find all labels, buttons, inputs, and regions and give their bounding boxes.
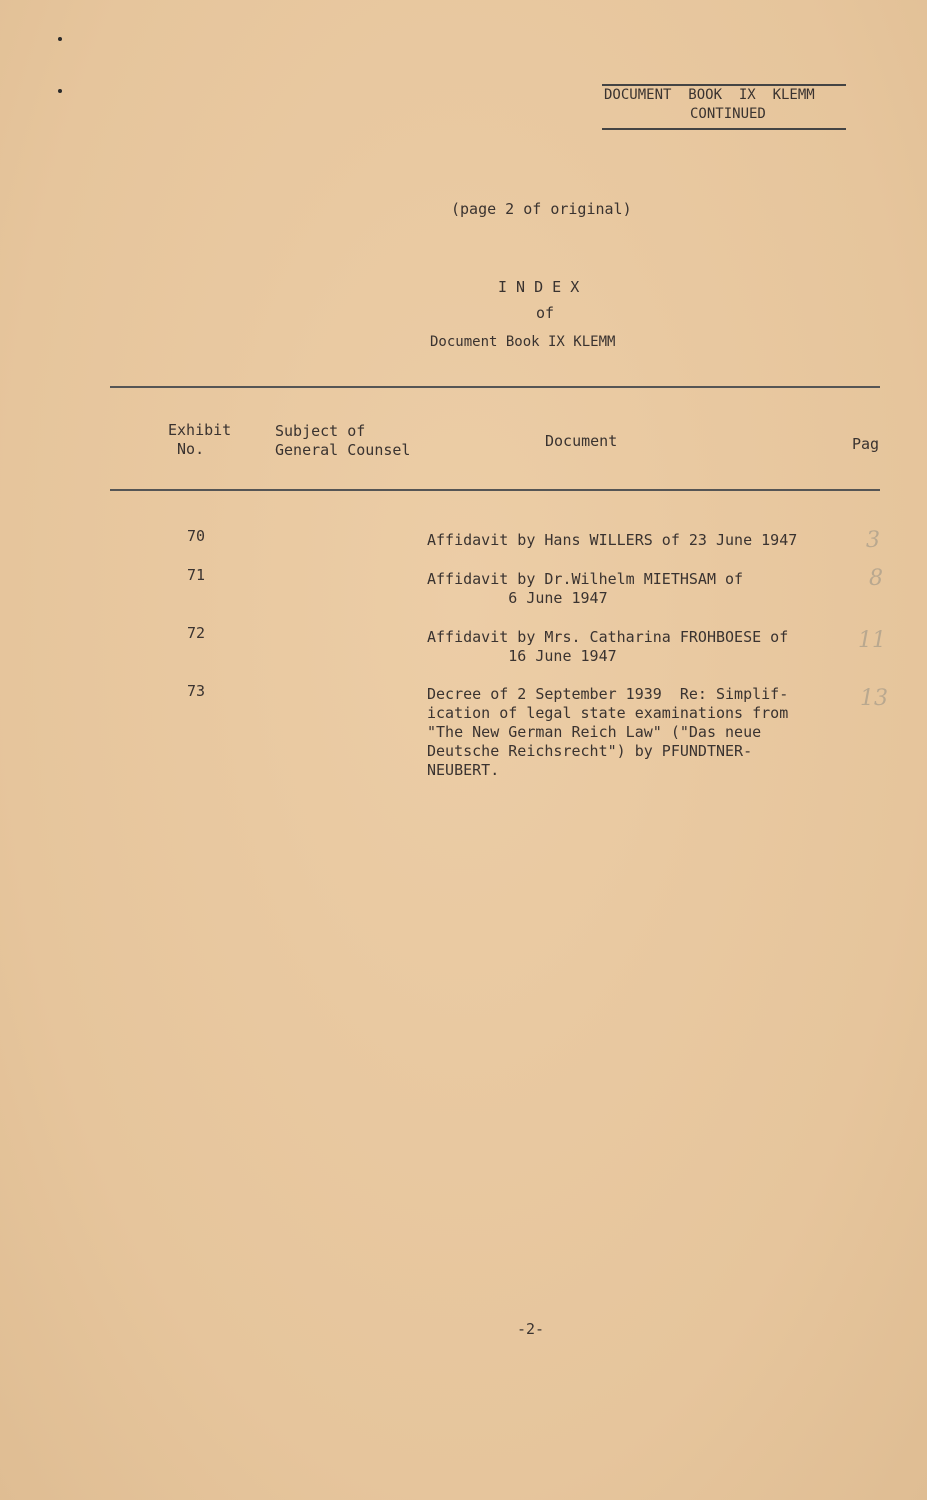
handwritten-page-number: 8 — [869, 566, 883, 591]
handwritten-page-number: 11 — [858, 628, 886, 653]
exhibit-number: 72 — [187, 624, 206, 642]
page-of-original: (page 2 of original) — [451, 200, 632, 218]
document-entry: Affidavit by Mrs. Catharina FROHBOESE of 16 June 1947 — [427, 628, 789, 665]
column-header-page: Pag — [852, 435, 880, 453]
index-title: I N D E X — [498, 278, 580, 296]
index-subtitle: Document Book IX KLEMM — [430, 334, 616, 350]
column-header-exhibit: Exhibit No. — [168, 421, 232, 458]
document-entry: Affidavit by Hans WILLERS of 23 June 1947 — [427, 531, 798, 549]
page-number: -2- — [517, 1320, 545, 1338]
exhibit-number: 73 — [187, 682, 206, 700]
index-of: of — [536, 304, 555, 322]
document-entry: Affidavit by Dr.Wilhelm MIETHSAM of 6 June 1947 — [427, 570, 744, 607]
header-line-2: CONTINUED — [690, 106, 766, 122]
header-divider — [110, 489, 880, 491]
ink-spot — [58, 37, 62, 41]
top-divider — [110, 386, 880, 388]
document-entry: Decree of 2 September 1939 Re: Simplif- ication of legal state examinations from "The New German Reich Law" ("Das neue Deutsche Reichsrecht") by PFUNDTNER- NEUBERT. — [427, 685, 789, 779]
handwritten-page-number: 3 — [866, 528, 880, 553]
ink-spot — [58, 89, 62, 93]
column-header-document: Document — [545, 432, 618, 450]
exhibit-number: 70 — [187, 527, 206, 545]
handwritten-page-number: 13 — [860, 686, 888, 711]
column-header-subject: Subject of General Counsel — [275, 422, 411, 459]
header-line-1: DOCUMENT BOOK IX KLEMM — [604, 87, 815, 103]
exhibit-number: 71 — [187, 566, 206, 584]
